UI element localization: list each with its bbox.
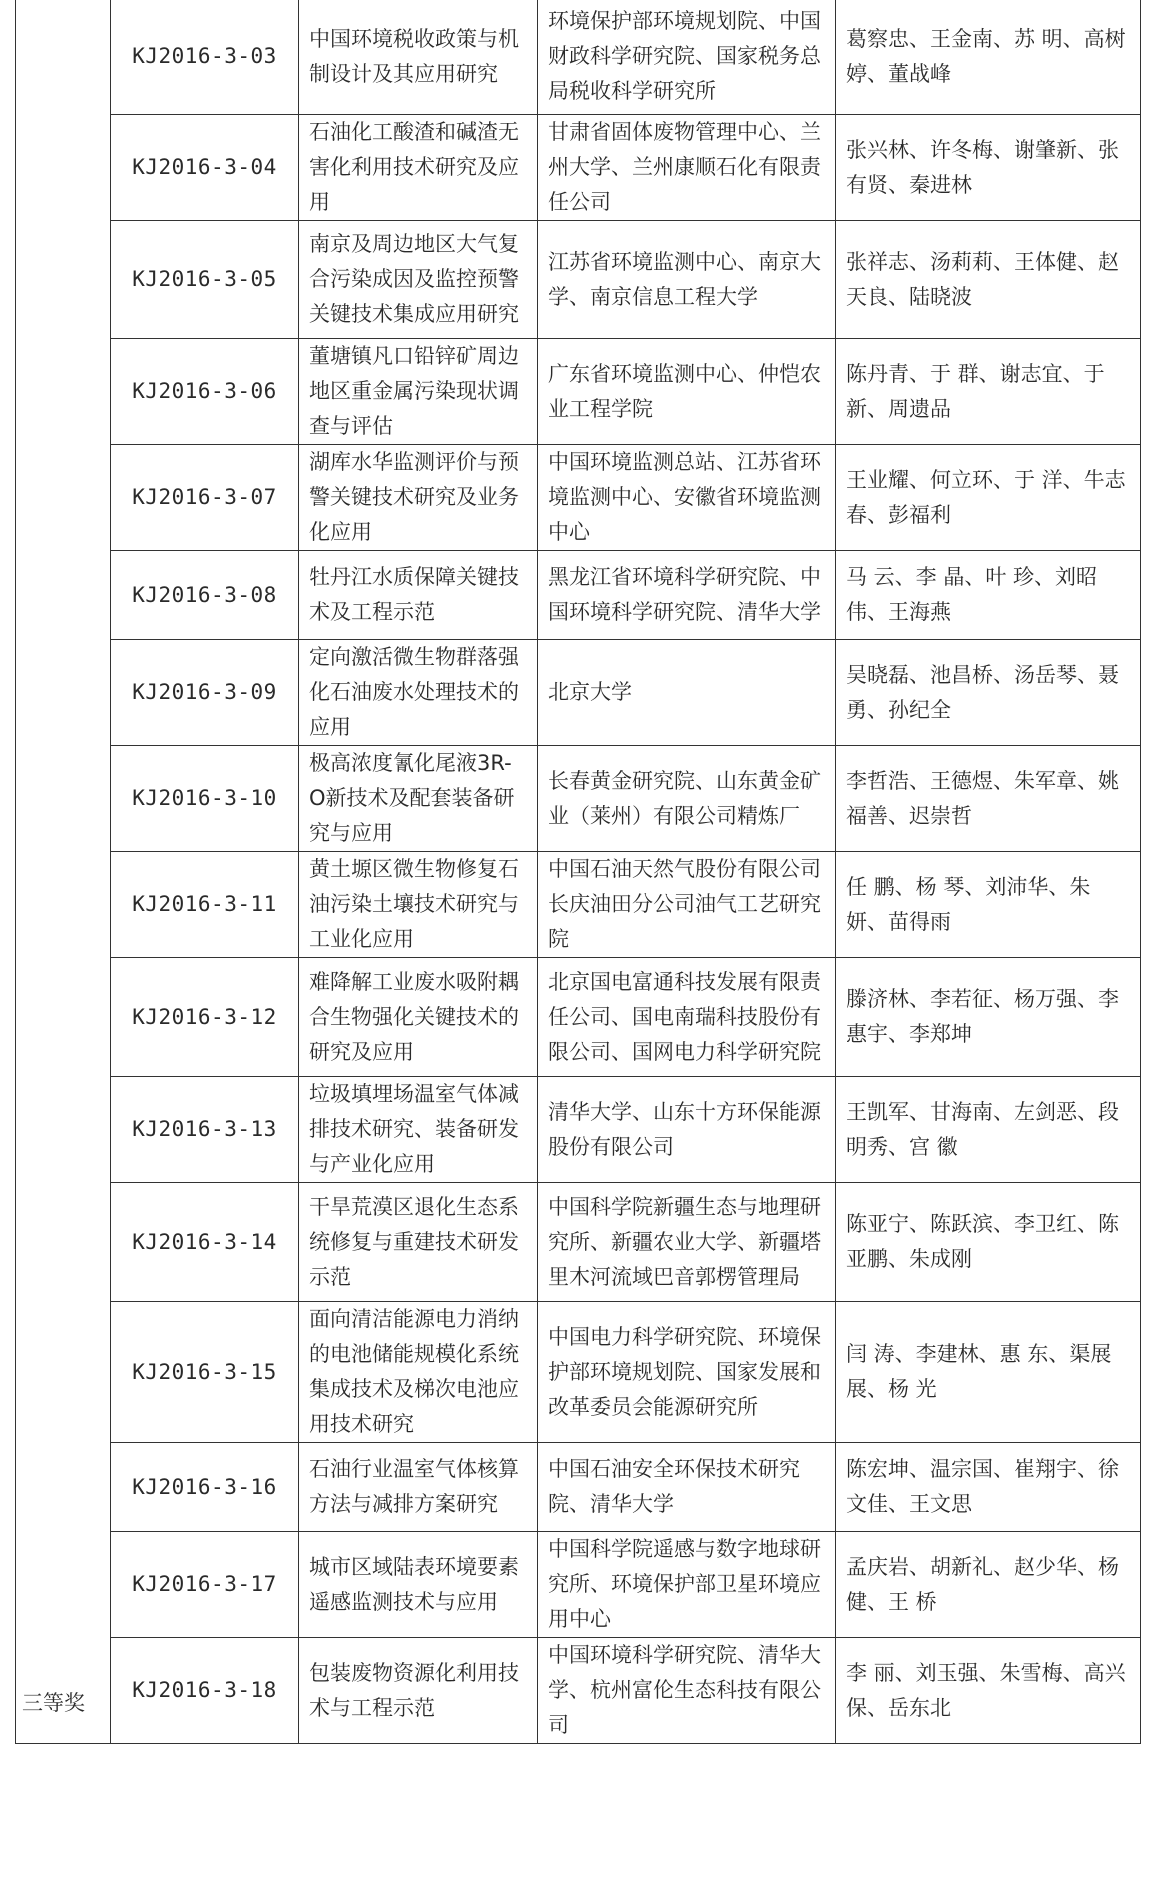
project-code: KJ2016-3-16 [111,1443,299,1532]
completing-units: 环境保护部环境规划院、中国财政科学研究院、国家税务总局税收科学研究所 [538,0,836,115]
project-code: KJ2016-3-10 [111,746,299,852]
project-code: KJ2016-3-09 [111,640,299,746]
project-title: 董塘镇凡口铅锌矿周边地区重金属污染现状调查与评估 [299,339,538,445]
project-code: KJ2016-3-07 [111,445,299,551]
table-row [16,640,1141,746]
table-row [16,1532,1141,1638]
table-row [16,1443,1141,1532]
project-code: KJ2016-3-14 [111,1183,299,1302]
project-title: 面向清洁能源电力消纳的电池储能规模化系统集成技术及梯次电池应用技术研究 [299,1302,538,1443]
completing-people: 陈亚宁、陈跃滨、李卫红、陈亚鹏、朱成刚 [836,1183,1141,1302]
project-title: 湖库水华监测评价与预警关键技术研究及业务化应用 [299,445,538,551]
project-title: 黄土塬区微生物修复石油污染土壤技术研究与工业化应用 [299,852,538,958]
project-code: KJ2016-3-03 [111,0,299,115]
completing-people: 吴晓磊、池昌桥、汤岳琴、聂 勇、孙纪全 [836,640,1141,746]
table-row [16,958,1141,1077]
completing-units: 北京大学 [538,640,836,746]
project-title: 包装废物资源化利用技术与工程示范 [299,1638,538,1744]
project-code: KJ2016-3-04 [111,115,299,221]
project-title: 石油行业温室气体核算方法与减排方案研究 [299,1443,538,1532]
completing-people: 陈宏坤、温宗国、崔翔宇、徐文佳、王文思 [836,1443,1141,1532]
completing-units: 清华大学、山东十方环保能源股份有限公司 [538,1077,836,1183]
table-row [16,551,1141,640]
project-title: 难降解工业废水吸附耦合生物强化关键技术的研究及应用 [299,958,538,1077]
project-title: 垃圾填埋场温室气体减排技术研究、装备研发与产业化应用 [299,1077,538,1183]
table-row [16,445,1141,551]
table-row [16,0,1141,115]
completing-units: 中国石油安全环保技术研究院、清华大学 [538,1443,836,1532]
table-row [16,1302,1141,1443]
project-code: KJ2016-3-08 [111,551,299,640]
completing-units: 黑龙江省环境科学研究院、中国环境科学研究院、清华大学 [538,551,836,640]
table-row [16,1183,1141,1302]
project-title: 城市区域陆表环境要素遥感监测技术与应用 [299,1532,538,1638]
award-table-body [16,0,1141,1744]
project-title: 极高浓度氰化尾液3R-O新技术及配套装备研究与应用 [299,746,538,852]
completing-units: 中国环境科学研究院、清华大学、杭州富伦生态科技有限公司 [538,1638,836,1744]
completing-people: 任 鹏、杨 琴、刘沛华、朱 妍、苗得雨 [836,852,1141,958]
completing-people: 王凯军、甘海南、左剑恶、段明秀、宫 徽 [836,1077,1141,1183]
table-row [16,1638,1141,1744]
completing-units: 江苏省环境监测中心、南京大学、南京信息工程大学 [538,221,836,339]
project-code: KJ2016-3-13 [111,1077,299,1183]
project-code: KJ2016-3-15 [111,1302,299,1443]
completing-people: 葛察忠、王金南、苏 明、高树婷、董战峰 [836,0,1141,115]
project-code: KJ2016-3-06 [111,339,299,445]
completing-people: 张祥志、汤莉莉、王体健、赵天良、陆晓波 [836,221,1141,339]
award-table [15,0,1141,1744]
project-title: 牡丹江水质保障关键技术及工程示范 [299,551,538,640]
project-title: 南京及周边地区大气复合污染成因及监控预警关键技术集成应用研究 [299,221,538,339]
award-table-page [15,0,1140,1891]
completing-people: 滕济林、李若征、杨万强、李惠宇、李郑坤 [836,958,1141,1077]
completing-people: 张兴林、许冬梅、谢肇新、张有贤、秦进林 [836,115,1141,221]
completing-people: 孟庆岩、胡新礼、赵少华、杨 健、王 桥 [836,1532,1141,1638]
completing-people: 马 云、李 晶、叶 珍、刘昭伟、王海燕 [836,551,1141,640]
project-title: 中国环境税收政策与机制设计及其应用研究 [299,0,538,115]
project-code: KJ2016-3-11 [111,852,299,958]
completing-people: 王业耀、何立环、于 洋、牛志春、彭福利 [836,445,1141,551]
table-row [16,221,1141,339]
completing-units: 广东省环境监测中心、仲恺农业工程学院 [538,339,836,445]
project-title: 石油化工酸渣和碱渣无害化利用技术研究及应用 [299,115,538,221]
completing-units: 中国电力科学研究院、环境保护部环境规划院、国家发展和改革委员会能源研究所 [538,1302,836,1443]
table-row [16,339,1141,445]
completing-units: 中国科学院新疆生态与地理研究所、新疆农业大学、新疆塔里木河流域巴音郭楞管理局 [538,1183,836,1302]
project-code: KJ2016-3-18 [111,1638,299,1744]
completing-units: 中国科学院遥感与数字地球研究所、环境保护部卫星环境应用中心 [538,1532,836,1638]
award-category: 三等奖 [16,0,111,1744]
table-row [16,746,1141,852]
completing-people: 陈丹青、于 群、谢志宜、于 新、周遗品 [836,339,1141,445]
completing-people: 李哲浩、王德煜、朱军章、姚福善、迟崇哲 [836,746,1141,852]
completing-units: 中国环境监测总站、江苏省环境监测中心、安徽省环境监测中心 [538,445,836,551]
project-title: 定向激活微生物群落强化石油废水处理技术的应用 [299,640,538,746]
table-row [16,852,1141,958]
project-code: KJ2016-3-12 [111,958,299,1077]
completing-people: 闫 涛、李建林、惠 东、渠展展、杨 光 [836,1302,1141,1443]
completing-people: 李 丽、刘玉强、朱雪梅、高兴保、岳东北 [836,1638,1141,1744]
table-row [16,115,1141,221]
completing-units: 甘肃省固体废物管理中心、兰州大学、兰州康顺石化有限责任公司 [538,115,836,221]
table-row [16,1077,1141,1183]
project-code: KJ2016-3-05 [111,221,299,339]
completing-units: 北京国电富通科技发展有限责任公司、国电南瑞科技股份有限公司、国网电力科学研究院 [538,958,836,1077]
completing-units: 中国石油天然气股份有限公司长庆油田分公司油气工艺研究院 [538,852,836,958]
project-code: KJ2016-3-17 [111,1532,299,1638]
project-title: 干旱荒漠区退化生态系统修复与重建技术研发示范 [299,1183,538,1302]
completing-units: 长春黄金研究院、山东黄金矿业（莱州）有限公司精炼厂 [538,746,836,852]
